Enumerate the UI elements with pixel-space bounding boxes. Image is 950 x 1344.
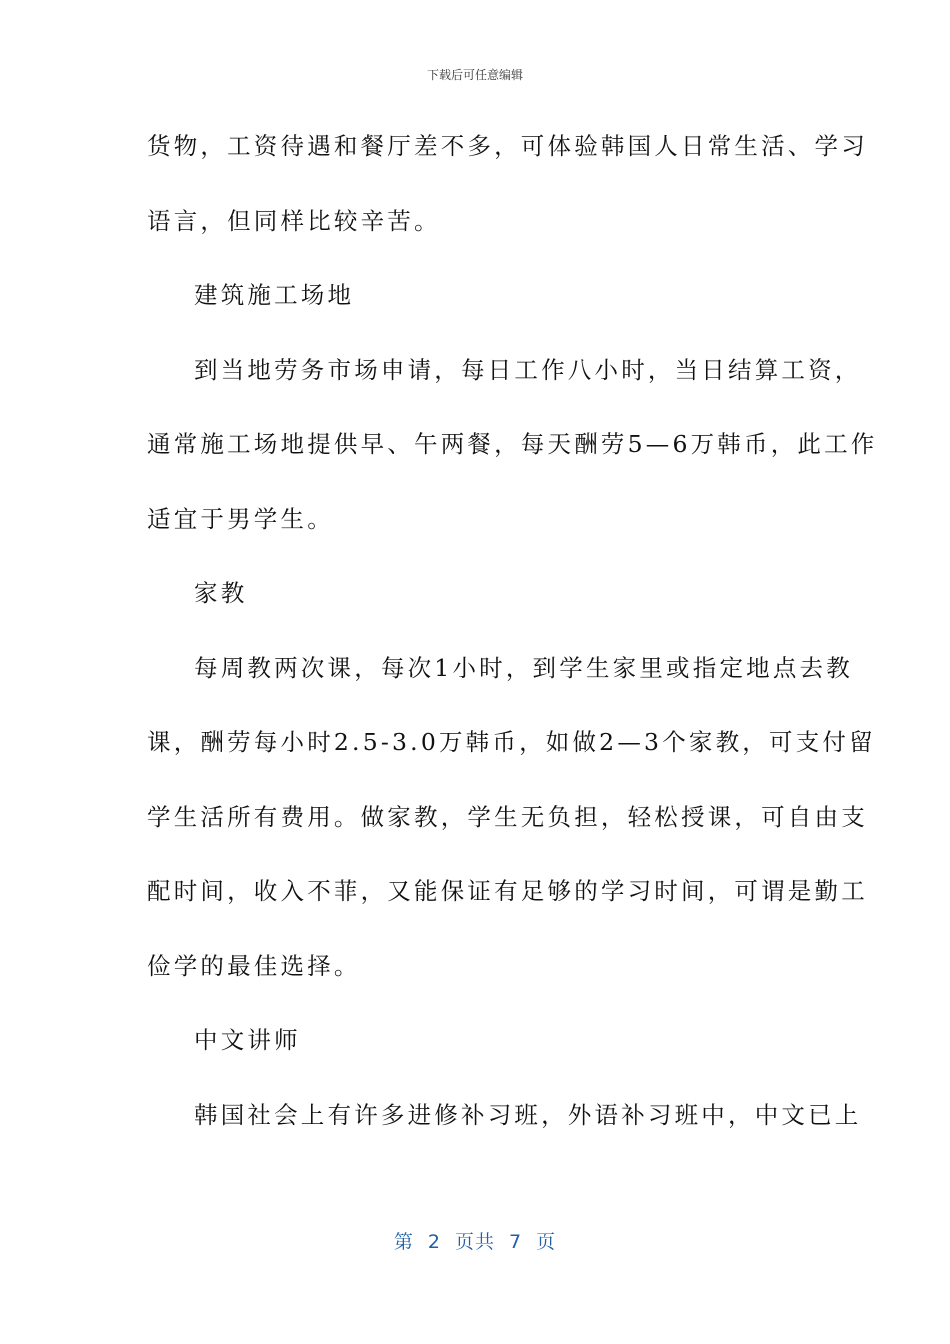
page-total-number: 7 bbox=[509, 1231, 523, 1253]
body-line-1: 货物，工资待遇和餐厅差不多，可体验韩国人日常生活、学习 bbox=[147, 132, 868, 160]
page-current-number: 2 bbox=[427, 1231, 441, 1253]
page-prefix: 第 bbox=[393, 1231, 414, 1253]
page-header-note: 下载后可任意编辑 bbox=[426, 68, 523, 82]
body-line-14: 韩国社会上有许多进修补习班，外语补习班中，中文已上 bbox=[194, 1100, 862, 1129]
document-body bbox=[147, 120, 878, 1163]
page-suffix: 页 bbox=[536, 1231, 557, 1253]
body-line-10: 学生活所有费用。做家教，学生无负担，轻松授课，可自由支 bbox=[147, 802, 868, 831]
body-line-12: 俭学的最佳选择。 bbox=[147, 951, 361, 980]
section-heading-construction: 建筑施工场地 bbox=[194, 281, 355, 309]
section-heading-chinese-lecturer: 中文讲师 bbox=[194, 1026, 301, 1054]
body-line-5: 通常施工场地提供早、午两餐，每天酬劳5—6万韩币，此工作 bbox=[147, 430, 878, 458]
body-line-8: 每周教两次课，每次1小时，到学生家里或指定地点去教 bbox=[194, 653, 853, 682]
body-line-2: 语言，但同样比较辛苦。 bbox=[147, 206, 441, 235]
body-line-9: 课，酬劳每小时2.5-3.0万韩币，如做2—3个家教，可支付留 bbox=[147, 728, 876, 756]
page-footer bbox=[0, 1227, 950, 1254]
section-heading-tutoring: 家教 bbox=[194, 579, 248, 607]
body-line-11: 配时间，收入不菲，又能保证有足够的学习时间，可谓是勤工 bbox=[147, 877, 868, 905]
body-line-4: 到当地劳务市场申请，每日工作八小时，当日结算工资， bbox=[194, 355, 862, 384]
body-line-6: 适宜于男学生。 bbox=[147, 504, 334, 533]
page-middle-text: 页共 bbox=[454, 1231, 495, 1253]
